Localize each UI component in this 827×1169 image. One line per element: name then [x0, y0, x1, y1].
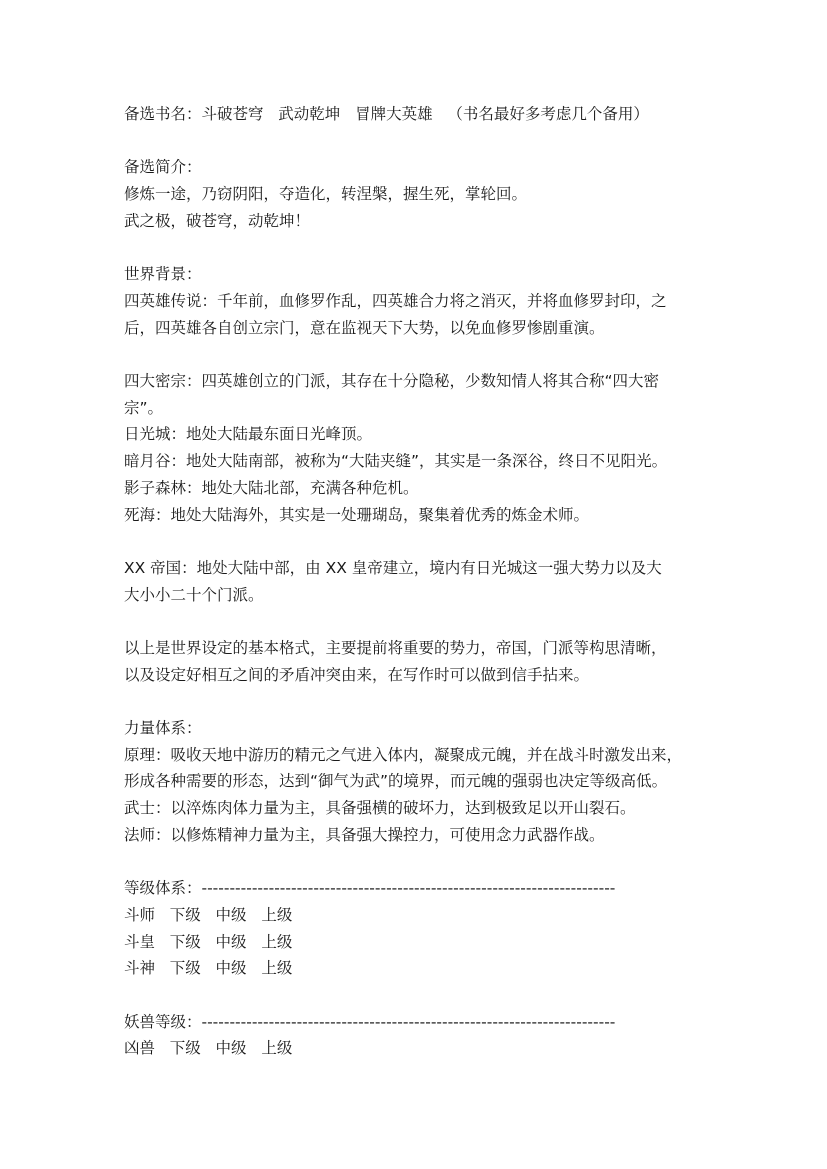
- blank-line: [124, 982, 714, 1009]
- document-body: [124, 101, 714, 1062]
- text-line: 斗神 下级 中级 上级: [124, 959, 293, 978]
- text-line: 等级体系：--------------------------------------------------------------------------: [124, 879, 616, 898]
- text-line: 力量体系：: [124, 719, 202, 738]
- text-line: 斗师 下级 中级 上级: [124, 905, 293, 924]
- blank-line: [124, 528, 714, 555]
- text-line: 形成各种需要的形态，达到“御气为武”的境界，而元魄的强弱也决定等级高低。: [124, 772, 668, 791]
- text-line: 四英雄传说：千年前，血修罗作乱，四英雄合力将之消灭，并将血修罗封印，之: [124, 291, 667, 310]
- text-line: 原理：吸收天地中游历的精元之气进入体内，凝聚成元魄，并在战斗时激发出来，: [124, 745, 683, 764]
- text-line: 四大密宗：四英雄创立的门派，其存在十分隐秘，少数知情人将其合称“四大密: [124, 371, 660, 390]
- text-line: 妖兽等级：--------------------------------------------------------------------------: [124, 1012, 616, 1031]
- text-line: 凶兽 下级 中级 上级: [124, 1039, 293, 1058]
- text-line: 法师：以修炼精神力量为主，具备强大操控力，可使用念力武器作战。: [124, 825, 605, 844]
- text-line: 斗皇 下级 中级 上级: [124, 932, 293, 951]
- text-line: 武士：以淬炼肉体力量为主，具备强横的破坏力，达到极致足以开山裂石。: [124, 799, 636, 818]
- text-line: 日光城：地处大陆最东面日光峰顶。: [124, 425, 373, 444]
- text-line: 以及设定好相互之间的矛盾冲突由来，在写作时可以做到信手拈来。: [124, 665, 590, 684]
- text-line: 死海：地处大陆海外，其实是一处珊瑚岛，聚集着优秀的炼金术师。: [124, 505, 590, 524]
- text-line: 大小小二十个门派。: [124, 585, 264, 604]
- blank-line: [124, 608, 714, 635]
- text-line: 备选书名：斗破苍穹 武动乾坤 冒牌大英雄 （书名最好多考虑几个备用）: [124, 105, 649, 123]
- text-line: 影子森林：地处大陆北部，充满各种危机。: [124, 478, 419, 497]
- blank-line: [124, 341, 714, 368]
- text-line: 修炼一途，乃窃阴阳，夺造化，转涅槃，握生死，掌轮回。: [124, 185, 528, 204]
- text-line: XX 帝国：地处大陆中部，由 XX 皇帝建立，境内有日光城这一强大势力以及大: [124, 558, 662, 577]
- blank-line: [124, 849, 714, 876]
- text-line: 备选简介：: [124, 158, 202, 177]
- blank-line: [124, 235, 714, 262]
- text-line: 以上是世界设定的基本格式，主要提前将重要的势力，帝国，门派等构思清晰，: [124, 638, 667, 657]
- text-line: 世界背景：: [124, 265, 202, 284]
- text-line: 后，四英雄各自创立宗门，意在监视天下大势，以免血修罗惨剧重演。: [124, 318, 605, 337]
- blank-line: [124, 688, 714, 715]
- blank-line: [124, 128, 714, 155]
- text-line: 武之极，破苍穹，动乾坤！: [124, 211, 311, 230]
- text-line: 暗月谷：地处大陆南部，被称为“大陆夹缝”，其实是一条深谷，终日不见阳光。: [124, 452, 668, 471]
- text-line: 宗”。: [124, 398, 164, 417]
